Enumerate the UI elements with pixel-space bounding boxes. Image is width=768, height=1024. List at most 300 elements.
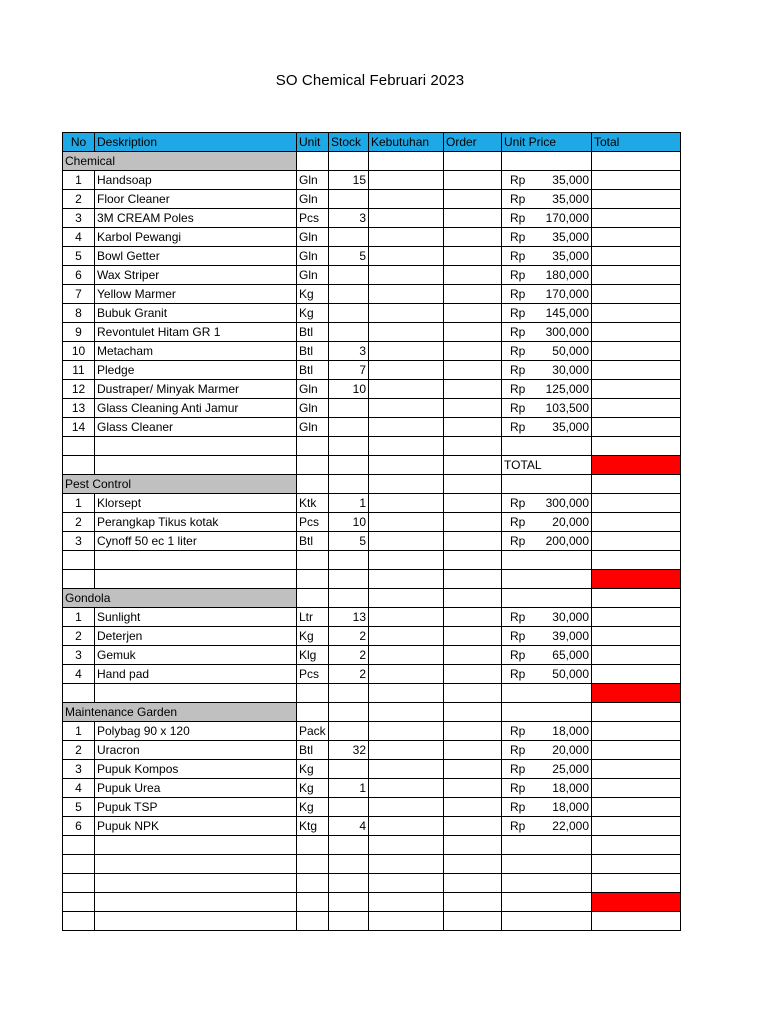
cell-total[interactable] [592, 171, 681, 190]
cell-unit-price[interactable] [502, 152, 592, 171]
cell-description[interactable]: Dustraper/ Minyak Marmer [95, 380, 297, 399]
cell-kebutuhan[interactable] [369, 570, 444, 589]
cell-unit[interactable] [297, 551, 329, 570]
cell-no[interactable]: 5 [63, 247, 95, 266]
cell-unit-price[interactable] [502, 285, 592, 304]
cell-total[interactable] [592, 513, 681, 532]
cell-description[interactable]: Pupuk Urea [95, 779, 297, 798]
cell-stock[interactable] [329, 475, 369, 494]
cell-stock[interactable]: 13 [329, 608, 369, 627]
cell-unit-price[interactable] [502, 399, 592, 418]
cell-kebutuhan[interactable] [369, 836, 444, 855]
cell-no[interactable] [63, 456, 95, 475]
cell-unit-price[interactable] [502, 627, 592, 646]
cell-total[interactable] [592, 494, 681, 513]
cell-unit[interactable]: Gln [297, 399, 329, 418]
cell-kebutuhan[interactable] [369, 342, 444, 361]
cell-unit[interactable] [297, 703, 329, 722]
cell-stock[interactable] [329, 760, 369, 779]
cell-order[interactable] [444, 494, 502, 513]
cell-unit-price[interactable] [502, 760, 592, 779]
cell-unit-price[interactable] [502, 874, 592, 893]
cell-total[interactable] [592, 361, 681, 380]
cell-order[interactable] [444, 627, 502, 646]
cell-description[interactable]: Uracron [95, 741, 297, 760]
cell-unit[interactable] [297, 570, 329, 589]
cell-stock[interactable] [329, 266, 369, 285]
cell-order[interactable] [444, 399, 502, 418]
cell-unit[interactable]: Btl [297, 361, 329, 380]
cell-order[interactable] [444, 722, 502, 741]
cell-order[interactable] [444, 532, 502, 551]
section-total-cell[interactable] [592, 893, 681, 912]
cell-unit-price[interactable] [502, 779, 592, 798]
cell-kebutuhan[interactable] [369, 475, 444, 494]
cell-description[interactable]: Deterjen [95, 627, 297, 646]
cell-order[interactable] [444, 760, 502, 779]
cell-total[interactable] [592, 779, 681, 798]
cell-stock[interactable] [329, 551, 369, 570]
cell-no[interactable]: 5 [63, 798, 95, 817]
cell-description[interactable]: Yellow Marmer [95, 285, 297, 304]
cell-unit[interactable]: Kg [297, 798, 329, 817]
cell-total[interactable] [592, 152, 681, 171]
cell-kebutuhan[interactable] [369, 171, 444, 190]
cell-unit[interactable]: Gln [297, 266, 329, 285]
cell-stock[interactable]: 1 [329, 494, 369, 513]
cell-stock[interactable] [329, 152, 369, 171]
cell-kebutuhan[interactable] [369, 627, 444, 646]
cell-description[interactable] [95, 836, 297, 855]
cell-total[interactable] [592, 798, 681, 817]
cell-order[interactable] [444, 285, 502, 304]
cell-kebutuhan[interactable] [369, 494, 444, 513]
cell-unit[interactable] [297, 456, 329, 475]
cell-kebutuhan[interactable] [369, 380, 444, 399]
cell-unit[interactable]: Btl [297, 323, 329, 342]
cell-order[interactable] [444, 323, 502, 342]
cell-unit-price[interactable] [502, 798, 592, 817]
cell-order[interactable] [444, 361, 502, 380]
cell-kebutuhan[interactable] [369, 285, 444, 304]
cell-total[interactable] [592, 437, 681, 456]
cell-description[interactable]: Perangkap Tikus kotak [95, 513, 297, 532]
cell-no[interactable]: 2 [63, 627, 95, 646]
cell-total[interactable] [592, 855, 681, 874]
cell-total[interactable] [592, 532, 681, 551]
cell-unit-price[interactable] [502, 437, 592, 456]
cell-unit[interactable]: Btl [297, 342, 329, 361]
cell-order[interactable] [444, 703, 502, 722]
cell-order[interactable] [444, 228, 502, 247]
cell-no[interactable]: 3 [63, 760, 95, 779]
cell-unit-price[interactable] [502, 551, 592, 570]
cell-no[interactable] [63, 874, 95, 893]
cell-kebutuhan[interactable] [369, 152, 444, 171]
cell-stock[interactable] [329, 684, 369, 703]
cell-stock[interactable]: 2 [329, 627, 369, 646]
cell-stock[interactable]: 7 [329, 361, 369, 380]
cell-stock[interactable]: 15 [329, 171, 369, 190]
cell-order[interactable] [444, 456, 502, 475]
cell-kebutuhan[interactable] [369, 456, 444, 475]
cell-unit[interactable]: Gln [297, 380, 329, 399]
cell-description[interactable]: Revontulet Hitam GR 1 [95, 323, 297, 342]
cell-unit[interactable]: Klg [297, 646, 329, 665]
cell-kebutuhan[interactable] [369, 589, 444, 608]
cell-stock[interactable] [329, 399, 369, 418]
cell-order[interactable] [444, 589, 502, 608]
cell-order[interactable] [444, 855, 502, 874]
cell-stock[interactable]: 3 [329, 342, 369, 361]
cell-stock[interactable] [329, 418, 369, 437]
cell-kebutuhan[interactable] [369, 209, 444, 228]
cell-kebutuhan[interactable] [369, 551, 444, 570]
cell-unit-price[interactable] [502, 475, 592, 494]
cell-no[interactable]: 1 [63, 722, 95, 741]
cell-stock[interactable] [329, 589, 369, 608]
cell-unit-price[interactable] [502, 703, 592, 722]
cell-unit-price[interactable] [502, 266, 592, 285]
cell-no[interactable] [63, 855, 95, 874]
cell-stock[interactable]: 10 [329, 513, 369, 532]
cell-total[interactable] [592, 589, 681, 608]
cell-unit-price[interactable] [502, 513, 592, 532]
cell-description[interactable]: Sunlight [95, 608, 297, 627]
cell-description[interactable] [95, 456, 297, 475]
cell-description[interactable]: Wax Striper [95, 266, 297, 285]
cell-description[interactable]: Cynoff 50 ec 1 liter [95, 532, 297, 551]
cell-no[interactable]: 13 [63, 399, 95, 418]
cell-total[interactable] [592, 475, 681, 494]
cell-no[interactable]: 11 [63, 361, 95, 380]
cell-stock[interactable] [329, 456, 369, 475]
cell-unit-price[interactable] [502, 190, 592, 209]
cell-unit[interactable] [297, 437, 329, 456]
cell-unit[interactable]: Gln [297, 228, 329, 247]
cell-no[interactable] [63, 437, 95, 456]
cell-unit[interactable] [297, 589, 329, 608]
cell-total[interactable] [592, 418, 681, 437]
cell-total[interactable] [592, 285, 681, 304]
cell-unit-price[interactable] [502, 741, 592, 760]
cell-order[interactable] [444, 665, 502, 684]
cell-no[interactable]: 6 [63, 817, 95, 836]
cell-unit-price[interactable] [502, 684, 592, 703]
cell-kebutuhan[interactable] [369, 684, 444, 703]
cell-stock[interactable]: 1 [329, 779, 369, 798]
cell-kebutuhan[interactable] [369, 722, 444, 741]
cell-description[interactable]: 3M CREAM Poles [95, 209, 297, 228]
cell-unit[interactable] [297, 152, 329, 171]
cell-unit-price[interactable] [502, 570, 592, 589]
cell-kebutuhan[interactable] [369, 418, 444, 437]
cell-stock[interactable] [329, 836, 369, 855]
cell-description[interactable]: Gemuk [95, 646, 297, 665]
cell-order[interactable] [444, 247, 502, 266]
cell-total[interactable] [592, 209, 681, 228]
cell-order[interactable] [444, 684, 502, 703]
cell-unit-price[interactable] [502, 646, 592, 665]
cell-order[interactable] [444, 779, 502, 798]
cell-order[interactable] [444, 570, 502, 589]
cell-unit-price[interactable] [502, 209, 592, 228]
cell-stock[interactable]: 4 [329, 817, 369, 836]
cell-unit[interactable] [297, 475, 329, 494]
cell-no[interactable] [63, 836, 95, 855]
cell-kebutuhan[interactable] [369, 817, 444, 836]
cell-total[interactable] [592, 380, 681, 399]
section-total-cell[interactable] [592, 570, 681, 589]
cell-order[interactable] [444, 836, 502, 855]
cell-unit-price[interactable] [502, 608, 592, 627]
cell-unit[interactable] [297, 836, 329, 855]
cell-kebutuhan[interactable] [369, 266, 444, 285]
cell-order[interactable] [444, 646, 502, 665]
cell-unit-price[interactable] [502, 912, 592, 931]
cell-kebutuhan[interactable] [369, 513, 444, 532]
cell-kebutuhan[interactable] [369, 703, 444, 722]
cell-stock[interactable]: 10 [329, 380, 369, 399]
cell-kebutuhan[interactable] [369, 532, 444, 551]
cell-description[interactable]: Glass Cleaner [95, 418, 297, 437]
cell-no[interactable]: 3 [63, 209, 95, 228]
cell-unit[interactable]: Pcs [297, 665, 329, 684]
cell-total[interactable] [592, 228, 681, 247]
cell-no[interactable]: 6 [63, 266, 95, 285]
cell-kebutuhan[interactable] [369, 399, 444, 418]
cell-unit-price[interactable] [502, 361, 592, 380]
cell-order[interactable] [444, 152, 502, 171]
cell-description[interactable]: Handsoap [95, 171, 297, 190]
cell-description[interactable] [95, 551, 297, 570]
cell-order[interactable] [444, 380, 502, 399]
cell-total[interactable] [592, 741, 681, 760]
cell-kebutuhan[interactable] [369, 437, 444, 456]
cell-order[interactable] [444, 418, 502, 437]
cell-description[interactable] [95, 855, 297, 874]
cell-no[interactable]: 10 [63, 342, 95, 361]
cell-description[interactable]: Pupuk NPK [95, 817, 297, 836]
cell-no[interactable]: 4 [63, 779, 95, 798]
cell-unit-price[interactable] [502, 304, 592, 323]
cell-kebutuhan[interactable] [369, 247, 444, 266]
cell-stock[interactable] [329, 798, 369, 817]
cell-unit[interactable]: Gln [297, 190, 329, 209]
cell-kebutuhan[interactable] [369, 741, 444, 760]
cell-no[interactable]: 2 [63, 741, 95, 760]
cell-unit[interactable]: Kg [297, 779, 329, 798]
cell-description[interactable]: Klorsept [95, 494, 297, 513]
cell-unit-price[interactable] [502, 817, 592, 836]
cell-description[interactable]: Pupuk Kompos [95, 760, 297, 779]
cell-order[interactable] [444, 266, 502, 285]
cell-kebutuhan[interactable] [369, 665, 444, 684]
cell-total[interactable] [592, 551, 681, 570]
cell-unit[interactable] [297, 684, 329, 703]
cell-stock[interactable] [329, 437, 369, 456]
cell-unit[interactable]: Gln [297, 171, 329, 190]
cell-order[interactable] [444, 798, 502, 817]
cell-no[interactable]: 1 [63, 171, 95, 190]
cell-unit-price[interactable] [502, 247, 592, 266]
cell-unit-price[interactable] [502, 228, 592, 247]
cell-order[interactable] [444, 437, 502, 456]
cell-stock[interactable]: 32 [329, 741, 369, 760]
cell-no[interactable] [63, 551, 95, 570]
cell-unit[interactable]: Kg [297, 760, 329, 779]
cell-no[interactable]: 4 [63, 228, 95, 247]
cell-unit[interactable]: Gln [297, 418, 329, 437]
cell-no[interactable]: 7 [63, 285, 95, 304]
section-total-cell[interactable] [592, 684, 681, 703]
cell-stock[interactable] [329, 874, 369, 893]
cell-unit[interactable]: Pack [297, 722, 329, 741]
cell-no[interactable]: 3 [63, 532, 95, 551]
cell-unit[interactable]: Kg [297, 304, 329, 323]
cell-stock[interactable]: 5 [329, 247, 369, 266]
cell-total[interactable] [592, 342, 681, 361]
cell-no[interactable]: 2 [63, 190, 95, 209]
cell-total[interactable] [592, 817, 681, 836]
cell-stock[interactable]: 2 [329, 646, 369, 665]
cell-unit-price[interactable] [502, 836, 592, 855]
cell-unit-price[interactable] [502, 893, 592, 912]
cell-description[interactable] [95, 684, 297, 703]
cell-total[interactable] [592, 760, 681, 779]
cell-stock[interactable] [329, 722, 369, 741]
cell-order[interactable] [444, 874, 502, 893]
cell-kebutuhan[interactable] [369, 874, 444, 893]
cell-total[interactable] [592, 646, 681, 665]
cell-description[interactable]: Bowl Getter [95, 247, 297, 266]
cell-unit-price[interactable] [502, 380, 592, 399]
cell-total[interactable] [592, 665, 681, 684]
cell-kebutuhan[interactable] [369, 798, 444, 817]
cell-stock[interactable] [329, 570, 369, 589]
cell-stock[interactable] [329, 703, 369, 722]
cell-order[interactable] [444, 475, 502, 494]
cell-kebutuhan[interactable] [369, 608, 444, 627]
cell-order[interactable] [444, 817, 502, 836]
cell-description[interactable]: Hand pad [95, 665, 297, 684]
cell-order[interactable] [444, 171, 502, 190]
cell-unit-price[interactable] [502, 722, 592, 741]
cell-total[interactable] [592, 627, 681, 646]
section-total-cell[interactable] [592, 456, 681, 475]
cell-stock[interactable] [329, 855, 369, 874]
cell-unit-price[interactable] [502, 589, 592, 608]
cell-total[interactable] [592, 323, 681, 342]
cell-unit-price[interactable] [502, 532, 592, 551]
cell-no[interactable]: 9 [63, 323, 95, 342]
cell-total[interactable] [592, 190, 681, 209]
cell-unit-price[interactable] [502, 494, 592, 513]
cell-no[interactable]: 12 [63, 380, 95, 399]
cell-description[interactable] [95, 570, 297, 589]
cell-order[interactable] [444, 608, 502, 627]
cell-description[interactable]: Floor Cleaner [95, 190, 297, 209]
cell-description[interactable]: Polybag 90 x 120 [95, 722, 297, 741]
cell-description[interactable]: Glass Cleaning Anti Jamur [95, 399, 297, 418]
cell-no[interactable]: 2 [63, 513, 95, 532]
cell-no[interactable]: 8 [63, 304, 95, 323]
cell-no[interactable]: 1 [63, 494, 95, 513]
cell-order[interactable] [444, 741, 502, 760]
cell-description[interactable]: Karbol Pewangi [95, 228, 297, 247]
cell-total[interactable] [592, 722, 681, 741]
cell-description[interactable]: Bubuk Granit [95, 304, 297, 323]
cell-unit[interactable]: Ktg [297, 817, 329, 836]
cell-kebutuhan[interactable] [369, 304, 444, 323]
cell-stock[interactable]: 5 [329, 532, 369, 551]
cell-description[interactable] [95, 874, 297, 893]
cell-unit-price[interactable] [502, 665, 592, 684]
cell-description[interactable]: Pledge [95, 361, 297, 380]
cell-unit[interactable]: Btl [297, 741, 329, 760]
cell-unit-price[interactable] [502, 342, 592, 361]
cell-kebutuhan[interactable] [369, 646, 444, 665]
cell-stock[interactable] [329, 323, 369, 342]
cell-unit[interactable] [297, 855, 329, 874]
cell-total[interactable] [592, 399, 681, 418]
cell-stock[interactable] [329, 285, 369, 304]
cell-order[interactable] [444, 209, 502, 228]
cell-kebutuhan[interactable] [369, 228, 444, 247]
cell-unit-price[interactable] [502, 418, 592, 437]
cell-unit[interactable] [297, 874, 329, 893]
cell-unit[interactable]: Gln [297, 247, 329, 266]
cell-kebutuhan[interactable] [369, 779, 444, 798]
cell-unit[interactable]: Kg [297, 627, 329, 646]
cell-unit[interactable]: Btl [297, 532, 329, 551]
cell-unit[interactable]: Ktk [297, 494, 329, 513]
cell-total[interactable] [592, 608, 681, 627]
cell-stock[interactable] [329, 228, 369, 247]
cell-unit[interactable]: Ltr [297, 608, 329, 627]
cell-order[interactable] [444, 342, 502, 361]
cell-no[interactable] [63, 684, 95, 703]
cell-order[interactable] [444, 304, 502, 323]
cell-no[interactable]: 3 [63, 646, 95, 665]
cell-stock[interactable] [329, 304, 369, 323]
cell-no[interactable] [63, 570, 95, 589]
cell-unit[interactable]: Kg [297, 285, 329, 304]
cell-description[interactable]: Pupuk TSP [95, 798, 297, 817]
cell-stock[interactable]: 2 [329, 665, 369, 684]
cell-kebutuhan[interactable] [369, 855, 444, 874]
cell-unit[interactable]: Pcs [297, 513, 329, 532]
cell-total[interactable] [592, 912, 681, 931]
cell-no[interactable]: 14 [63, 418, 95, 437]
cell-kebutuhan[interactable] [369, 361, 444, 380]
cell-order[interactable] [444, 513, 502, 532]
cell-kebutuhan[interactable] [369, 323, 444, 342]
cell-unit-price[interactable] [502, 171, 592, 190]
cell-unit-price[interactable] [502, 323, 592, 342]
cell-description[interactable]: Metacham [95, 342, 297, 361]
cell-stock[interactable]: 3 [329, 209, 369, 228]
cell-total[interactable] [592, 703, 681, 722]
cell-kebutuhan[interactable] [369, 760, 444, 779]
cell-no[interactable]: 4 [63, 665, 95, 684]
cell-total[interactable] [592, 836, 681, 855]
cell-order[interactable] [444, 551, 502, 570]
cell-description[interactable] [95, 437, 297, 456]
cell-total[interactable] [592, 874, 681, 893]
cell-stock[interactable] [329, 190, 369, 209]
cell-total[interactable] [592, 304, 681, 323]
